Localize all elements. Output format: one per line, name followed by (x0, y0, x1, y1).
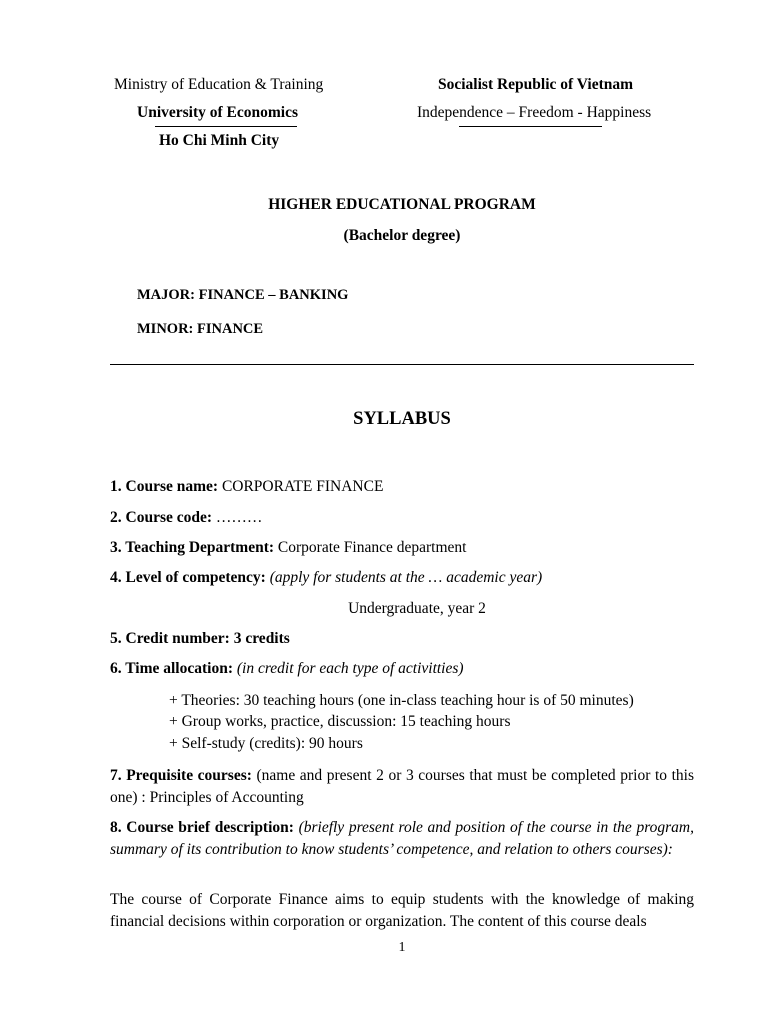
ministry-name: Ministry of Education & Training (114, 76, 324, 93)
time-allocation-line (110, 660, 464, 678)
republic-name: Socialist Republic of Vietnam (438, 76, 634, 93)
competency-note: (apply for students at the … academic year) (265, 569, 543, 586)
competency-value: Undergraduate, year 2 (348, 600, 486, 617)
course-name-label: 1. Course name: (110, 478, 219, 495)
competency-label: 4. Level of competency: (110, 569, 266, 586)
description-label: 8. Course brief description: (110, 819, 294, 836)
description-body: The course of Corporate Finance aims to equip students with the knowledge of making financial decisions within corporation or organization. The content of this course deals (110, 891, 694, 930)
time-allocation-self-study: + Self-study (credits): 90 hours (169, 735, 363, 752)
motto-underline (459, 126, 602, 127)
department-line (110, 539, 466, 557)
syllabus-title: SYLLABUS (353, 409, 451, 429)
time-allocation-theories: + Theories: 30 teaching hours (one in-class teaching hour is of 50 minutes) (169, 692, 634, 709)
department-value: Corporate Finance department (274, 539, 467, 556)
prerequisite-label: 7. Prequisite courses: (110, 767, 252, 784)
time-allocation-note: (in credit for each type of activitties) (233, 660, 464, 677)
time-allocation-label: 6. Time allocation: (110, 660, 233, 677)
time-allocation-group-works: + Group works, practice, discussion: 15 teaching hours (169, 713, 511, 730)
section-divider (110, 364, 694, 365)
course-code-line (110, 509, 262, 527)
minor-line: MINOR: FINANCE (137, 321, 264, 337)
description-note: (briefly present role and position of the course in the program, summary of its contribution to know students’ competence, and relation to others courses): (110, 819, 694, 858)
course-code-value: ……… (212, 509, 263, 526)
page-number: 1 (398, 940, 406, 955)
credit-number-line: 5. Credit number: 3 credits (110, 630, 290, 647)
national-motto: Independence – Freedom - Happiness (417, 104, 652, 121)
major-line: MAJOR: FINANCE – BANKING (137, 287, 349, 303)
department-label: 3. Teaching Department: (110, 539, 275, 556)
course-name-line (110, 478, 383, 496)
university-underline (155, 126, 297, 127)
program-title: HIGHER EDUCATIONAL PROGRAM (268, 196, 536, 213)
description-paragraph (110, 817, 694, 860)
prerequisite-paragraph (110, 765, 694, 808)
university-name: University of Economics (137, 104, 299, 121)
program-degree: (Bachelor degree) (343, 227, 461, 244)
competency-line (110, 569, 542, 587)
course-name-value: CORPORATE FINANCE (218, 478, 384, 495)
prerequisite-value: (name and present 2 or 3 courses that must be completed prior to this one) : Principles of Accounting (110, 767, 695, 806)
course-code-label: 2. Course code: (110, 509, 213, 526)
city-name: Ho Chi Minh City (159, 132, 280, 149)
